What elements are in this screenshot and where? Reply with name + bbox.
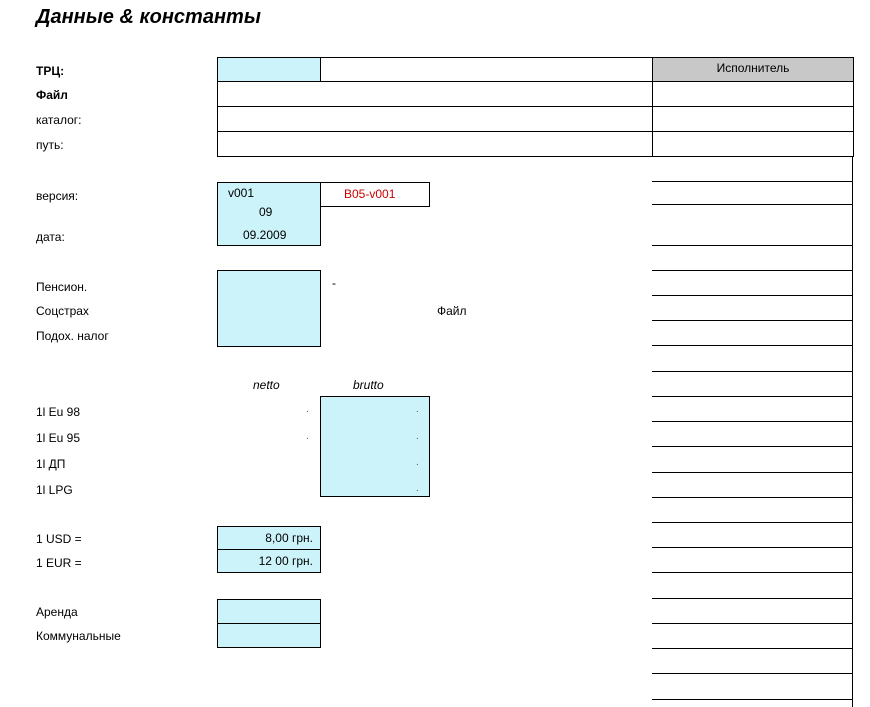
- executor-line: [652, 181, 853, 182]
- executor-cell[interactable]: [652, 106, 854, 132]
- label-dp: 1l ДП: [36, 457, 66, 471]
- executor-line: [652, 522, 853, 523]
- executor-line: [652, 673, 853, 674]
- executor-line: [652, 572, 853, 573]
- catalog-input[interactable]: [217, 106, 653, 132]
- label-eu95: 1l Eu 95: [36, 431, 81, 445]
- trc-code-input[interactable]: [217, 57, 321, 82]
- eur-rate-value: 12 00 грн.: [258, 554, 313, 568]
- executor-line: [652, 270, 853, 271]
- label-eur: 1 EUR =: [36, 556, 82, 570]
- executor-line: [652, 421, 853, 422]
- netto-header: netto: [253, 378, 280, 392]
- label-pension: Пенсион.: [36, 280, 88, 294]
- executor-cell[interactable]: [652, 81, 854, 107]
- label-eu98: 1l Eu 98: [36, 405, 81, 419]
- label-date: дата:: [36, 230, 65, 244]
- executor-line: [652, 598, 853, 599]
- executor-line: [652, 648, 853, 649]
- executor-line: [652, 472, 853, 473]
- path-input[interactable]: [217, 131, 653, 157]
- brutto-header: brutto: [353, 378, 384, 392]
- executor-line: [652, 396, 853, 397]
- executor-line: [652, 497, 853, 498]
- deductions-box[interactable]: [217, 270, 321, 347]
- file-note: Файл: [437, 304, 467, 318]
- brutto-lpg: .: [416, 483, 419, 494]
- rent-input[interactable]: [217, 599, 321, 624]
- label-file: Файл: [36, 88, 68, 102]
- brutto-eu95: .: [416, 431, 419, 442]
- executor-cell[interactable]: [652, 131, 854, 157]
- version-date: 09.2009: [243, 228, 287, 242]
- executor-right-border: [852, 156, 853, 707]
- label-social: Соцстрах: [36, 304, 89, 318]
- executor-line: [652, 547, 853, 548]
- dash-mark: -: [332, 276, 336, 290]
- label-lpg: 1l LPG: [36, 483, 73, 497]
- version-value: v001: [228, 186, 255, 200]
- executor-line: [652, 623, 853, 624]
- usd-rate-value: 8,00 грн.: [265, 531, 313, 545]
- netto-eu98: .: [306, 404, 309, 415]
- executor-line: [652, 345, 853, 346]
- label-utilities: Коммунальные: [36, 629, 121, 643]
- netto-eu95: .: [306, 431, 309, 442]
- file-input[interactable]: [217, 81, 653, 107]
- executor-line: [652, 320, 853, 321]
- page-title: Данные & константы: [36, 6, 261, 28]
- executor-line: [652, 446, 853, 447]
- trc-name-input[interactable]: [320, 57, 653, 82]
- label-income-tax: Подох. налог: [36, 329, 109, 343]
- executor-line: [652, 295, 853, 296]
- label-rent: Аренда: [36, 605, 78, 619]
- brutto-eu98: .: [416, 404, 419, 415]
- utilities-input[interactable]: [217, 623, 321, 648]
- executor-line: [652, 371, 853, 372]
- version-month: 09: [259, 205, 273, 219]
- label-usd: 1 USD =: [36, 532, 82, 546]
- executor-line: [652, 699, 853, 700]
- label-path: путь:: [36, 138, 64, 152]
- executor-line: [652, 204, 853, 205]
- label-catalog: каталог:: [36, 113, 82, 127]
- version-code: B05-v001: [344, 187, 396, 201]
- label-version: версия:: [36, 189, 79, 203]
- executor-line: [652, 245, 853, 246]
- brutto-dp: .: [416, 457, 419, 468]
- executor-header: Исполнитель: [652, 57, 854, 82]
- label-trc: ТРЦ:: [36, 64, 65, 78]
- brutto-box[interactable]: [320, 396, 430, 497]
